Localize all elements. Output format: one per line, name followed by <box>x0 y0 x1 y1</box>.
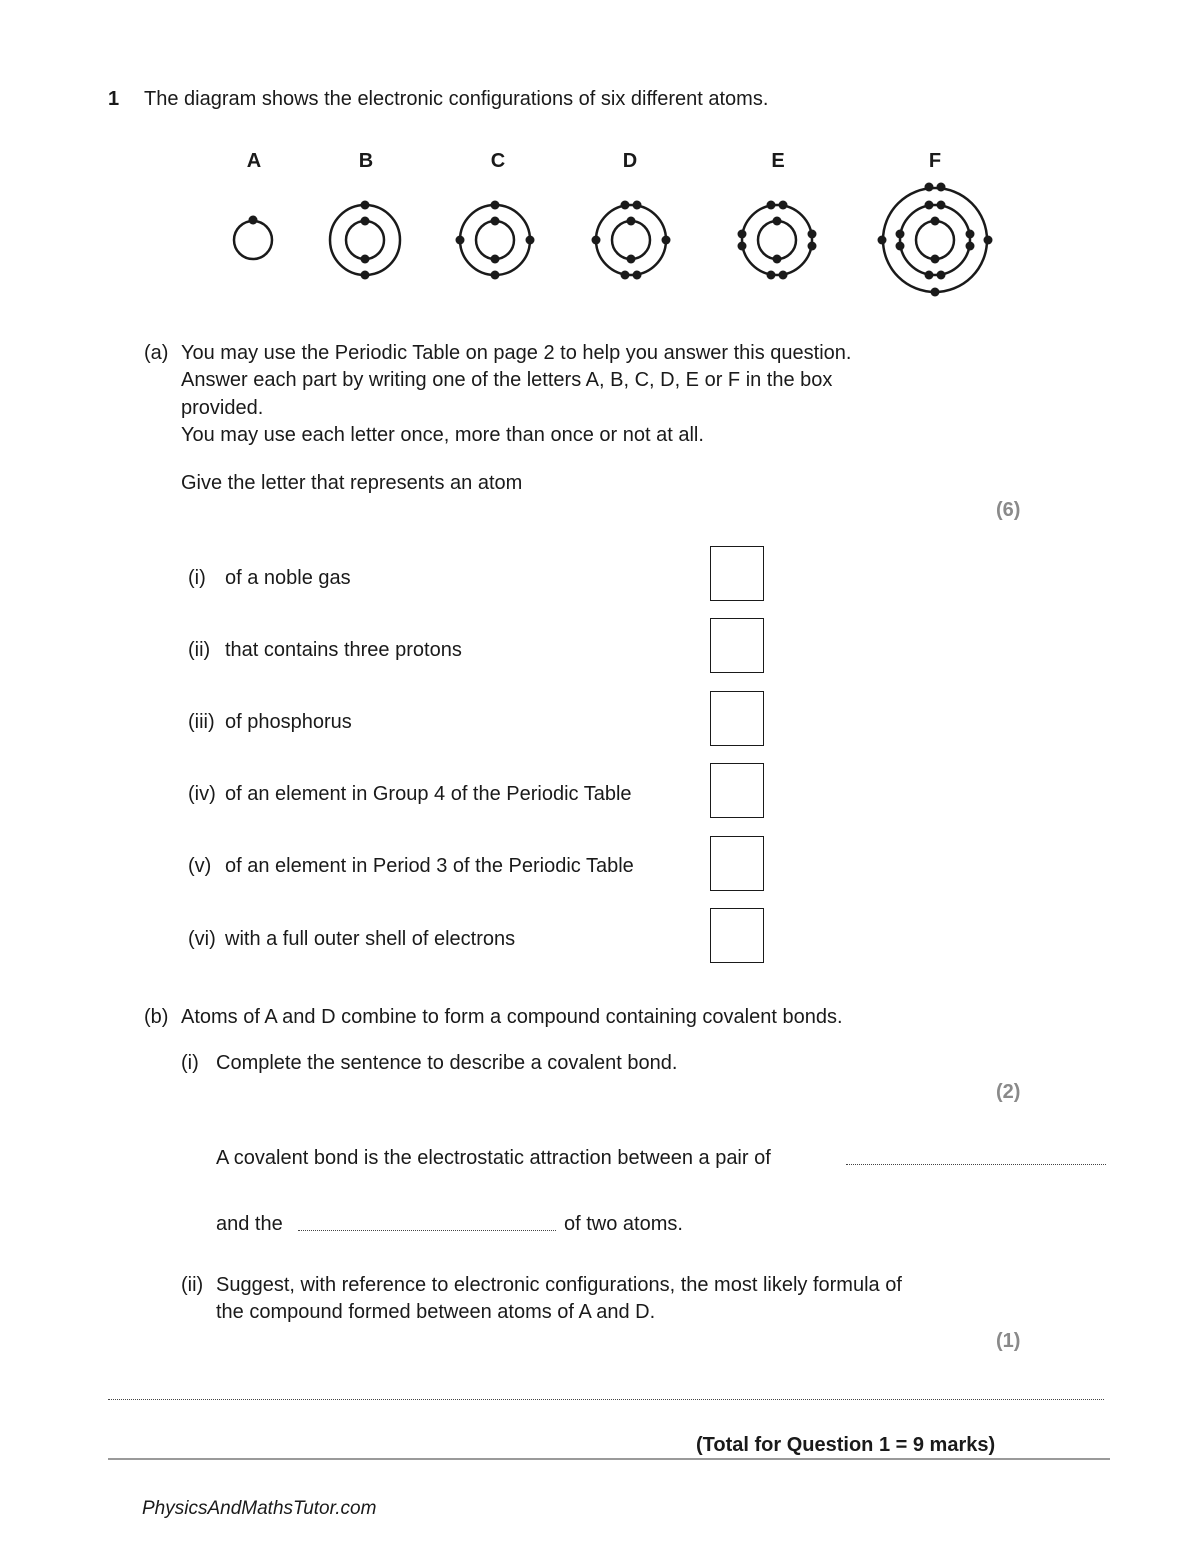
item-iii-text: of phosphorus <box>225 711 352 733</box>
item-iii-num: (iii) <box>188 711 215 733</box>
part-a-prompt: Give the letter that represents an atom <box>181 472 523 494</box>
item-iv-num: (iv) <box>188 783 216 805</box>
sentence-mid: and the <box>216 1213 283 1235</box>
total-marks: (Total for Question 1 = 9 marks) <box>696 1434 996 1456</box>
item-i-num: (i) <box>188 567 206 589</box>
atom-a-diagram <box>234 216 272 260</box>
atom-f-diagram <box>878 183 993 297</box>
part-b-ii-line-2: the compound formed between atoms of A and D. <box>216 1301 656 1323</box>
item-vi-num: (vi) <box>188 928 216 950</box>
answer-box-ii[interactable] <box>710 618 764 673</box>
question-number: 1 <box>108 88 120 110</box>
atom-label-f: F <box>928 150 942 172</box>
atom-label-c: C <box>490 150 506 172</box>
sentence-start: A covalent bond is the electrostatic attraction between a pair of <box>216 1147 771 1169</box>
answer-box-vi[interactable] <box>710 908 764 963</box>
part-b-text: Atoms of A and D combine to form a compound containing covalent bonds. <box>181 1006 843 1028</box>
part-a-line-3: provided. <box>181 397 264 419</box>
part-a-line-1: You may use the Periodic Table on page 2 to help you answer this question. <box>181 342 852 364</box>
atom-b-diagram <box>330 201 400 280</box>
item-ii-num: (ii) <box>188 639 211 661</box>
part-a-marks: (6) <box>996 499 1021 521</box>
item-v-text: of an element in Period 3 of the Periodic Table <box>225 855 634 877</box>
answer-box-i[interactable] <box>710 546 764 601</box>
part-b-i-marks: (2) <box>996 1081 1021 1103</box>
blank-line-1[interactable] <box>846 1164 1106 1165</box>
part-b-i-num: (i) <box>181 1052 199 1074</box>
atom-c-diagram <box>456 201 535 280</box>
answer-line[interactable] <box>108 1399 1104 1400</box>
item-vi-text: with a full outer shell of electrons <box>225 928 516 950</box>
sentence-end: of two atoms. <box>564 1213 683 1235</box>
answer-box-v[interactable] <box>710 836 764 891</box>
footer-source: PhysicsAndMathsTutor.com <box>142 1498 377 1519</box>
atom-label-a: A <box>246 150 262 172</box>
electron-configuration-diagram <box>0 0 1200 320</box>
part-a-line-4: You may use each letter once, more than once or not at all. <box>181 424 704 446</box>
question-intro: The diagram shows the electronic configurations of six different atoms. <box>144 88 769 110</box>
part-b-i-text: Complete the sentence to describe a covalent bond. <box>216 1052 678 1074</box>
part-b-ii-marks: (1) <box>996 1330 1021 1352</box>
item-i-text: of a noble gas <box>225 567 351 589</box>
part-a-line-2: Answer each part by writing one of the letters A, B, C, D, E or F in the box <box>181 369 833 391</box>
atom-e-diagram <box>738 201 817 280</box>
item-v-num: (v) <box>188 855 212 877</box>
answer-box-iii[interactable] <box>710 691 764 746</box>
divider <box>108 1458 1110 1460</box>
part-b-ii-line-1: Suggest, with reference to electronic configurations, the most likely formula of <box>216 1274 902 1296</box>
atom-label-d: D <box>622 150 638 172</box>
part-b-label: (b) <box>144 1006 169 1028</box>
atom-label-b: B <box>358 150 374 172</box>
item-ii-text: that contains three protons <box>225 639 462 661</box>
part-b-ii-num: (ii) <box>181 1274 204 1296</box>
blank-line-2[interactable] <box>298 1230 556 1231</box>
atom-d-diagram <box>592 201 671 280</box>
answer-box-iv[interactable] <box>710 763 764 818</box>
part-a-label: (a) <box>144 342 169 364</box>
atom-label-e: E <box>771 150 785 172</box>
item-iv-text: of an element in Group 4 of the Periodic Table <box>225 783 632 805</box>
